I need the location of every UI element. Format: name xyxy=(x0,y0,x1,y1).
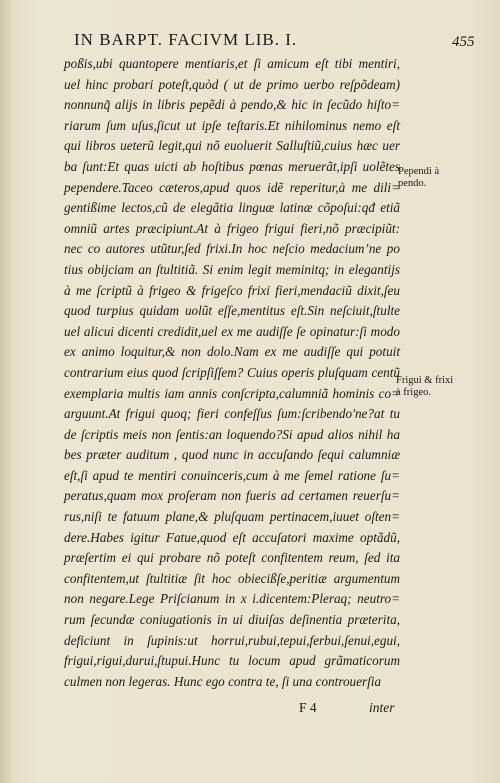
text-line: culmen non legeras. Hunc ego contra te, ſi una controuerſia xyxy=(64,673,382,689)
text-line: poßis,ubi quantopere mentiaris,et ſi amicum eſt tibi mentiri, xyxy=(64,56,400,71)
text-line: ex animo loquitur,& non dolo.Nam ex me audiſſe qui potuit xyxy=(64,344,400,360)
text-line: bes præter auditum , quod nunc in accuſando ſequi calumniæ xyxy=(64,447,400,463)
text-line: eſt,ſi apud te mentiri conuinceris,cum à me ſemel ratione ſu= xyxy=(64,467,400,483)
text-line: omniũ artes præcipiunt.At à frigeo frigui fieri,nõ præcipiũt: xyxy=(64,220,400,236)
running-title: IN BARPT. FACIVM LIB. I. xyxy=(74,30,298,49)
text-line: rum ſecundæ coniugationis in ui diuiſas deſinentia præterita, xyxy=(64,612,400,628)
text-line: peratus,quam mox proſeram non fueris ad certamen reuerſu= xyxy=(64,488,400,504)
text-line: uel alicui dicenti credidit,uel ex me audiſſe ſe opinatur:ſi modo xyxy=(64,323,400,339)
page-number: 455 xyxy=(452,34,475,50)
margin-note xyxy=(396,375,453,399)
text-line: pependere.Taceo cæteros,apud quos idẽ reperitur,à me dili= xyxy=(64,179,400,195)
catchword: inter xyxy=(369,700,395,715)
margin-note-line: à frigeo. xyxy=(396,387,431,398)
page-footer xyxy=(64,700,400,720)
text-line: confitentem,ut ſtultitiæ ſit hoc obiecißſe,peritiæ argumentum xyxy=(64,570,400,586)
text-line: ba ſunt:Et quas uicti ab hoſtibus pœnas meruerãt,ipſi uolẽtes xyxy=(64,158,400,174)
text-line: gentißime lectos,cũ de elegãtia linguæ latinæ cõpoſui:qđ etiã xyxy=(64,200,400,216)
text-line: qui libros ueterũ legit,qui nõ euoluerit Salluſtiũ,cuius hæc uer xyxy=(64,138,400,154)
text-line: rus,niſi te fatuum plane,& pluſquam pertinacem,iuuet oſten= xyxy=(64,509,400,525)
text-line: contrarium eius quod ſcripſiſſem? Cuius operis pluſquam centũ xyxy=(64,364,400,380)
text-line: arguunt.At frigui quoq; fieri confeſſus ſum:ſcribendo'ne?at tu xyxy=(64,406,400,422)
margin-note-line: Frigui & frixi xyxy=(396,375,454,386)
text-line: dere.Habes igitur Fatue,quod eſt accuſatori maxime optãdũ, xyxy=(64,529,400,545)
text-line: frigui,rigui,durui,ſtupui.Hunc tu locum apud grãmaticorum xyxy=(64,653,400,669)
margin-note-line: Pependi à xyxy=(398,166,440,177)
text-line: riarum ſum uſus,ſicut ut ipſe teſtaris.Et nihilominus nemo eſt xyxy=(64,117,400,133)
text-line: quod turpius quidam uolũt eſſe,mentitus eſt.Sin neſciuit,ſtulte xyxy=(64,303,400,319)
text-line: tius obijciam an ſtultitiã. Si enim legit meminitq; in elegantijs xyxy=(64,261,400,277)
text-line: uel hinc probari poteſt,quòd ( ut de primo uerbo reſpõdeam) xyxy=(64,76,400,92)
text-line: de ſcriptis meis non ſentis:an loquendo?Si apud alios nihil ha xyxy=(64,426,400,442)
text-line: nonnunq̃ alijs in libris pepẽdi à pendo,& hic in ſecũdo hiſto= xyxy=(64,97,400,113)
text-line: præſertim ei qui probare nõ poteſt confitentem reum, ſed ita xyxy=(64,550,400,566)
signature-mark: F 4 xyxy=(299,700,317,715)
body-text xyxy=(64,54,400,692)
text-line: à me ſcriptũ à frigeo & frigeſco frixi fieri,mendaciũ dixit,ſeu xyxy=(64,282,400,298)
text-line: deficiunt in ſupinis:ut horrui,rubui,tepui,ferbui,ſenui,egui, xyxy=(64,632,400,648)
text-line: non negare.Lege Priſcianum in x i.dicentem:Pleraq; neutro= xyxy=(64,591,400,607)
margin-note xyxy=(398,166,439,190)
text-line: exemplaria multis iam annis conſcripta,calumniã hominis co= xyxy=(64,385,400,401)
margin-note-line: pendo. xyxy=(398,178,427,189)
text-line: nec co autores utũtur,ſed frixi.In hoc neſcio medaciumʼne po xyxy=(64,241,400,257)
